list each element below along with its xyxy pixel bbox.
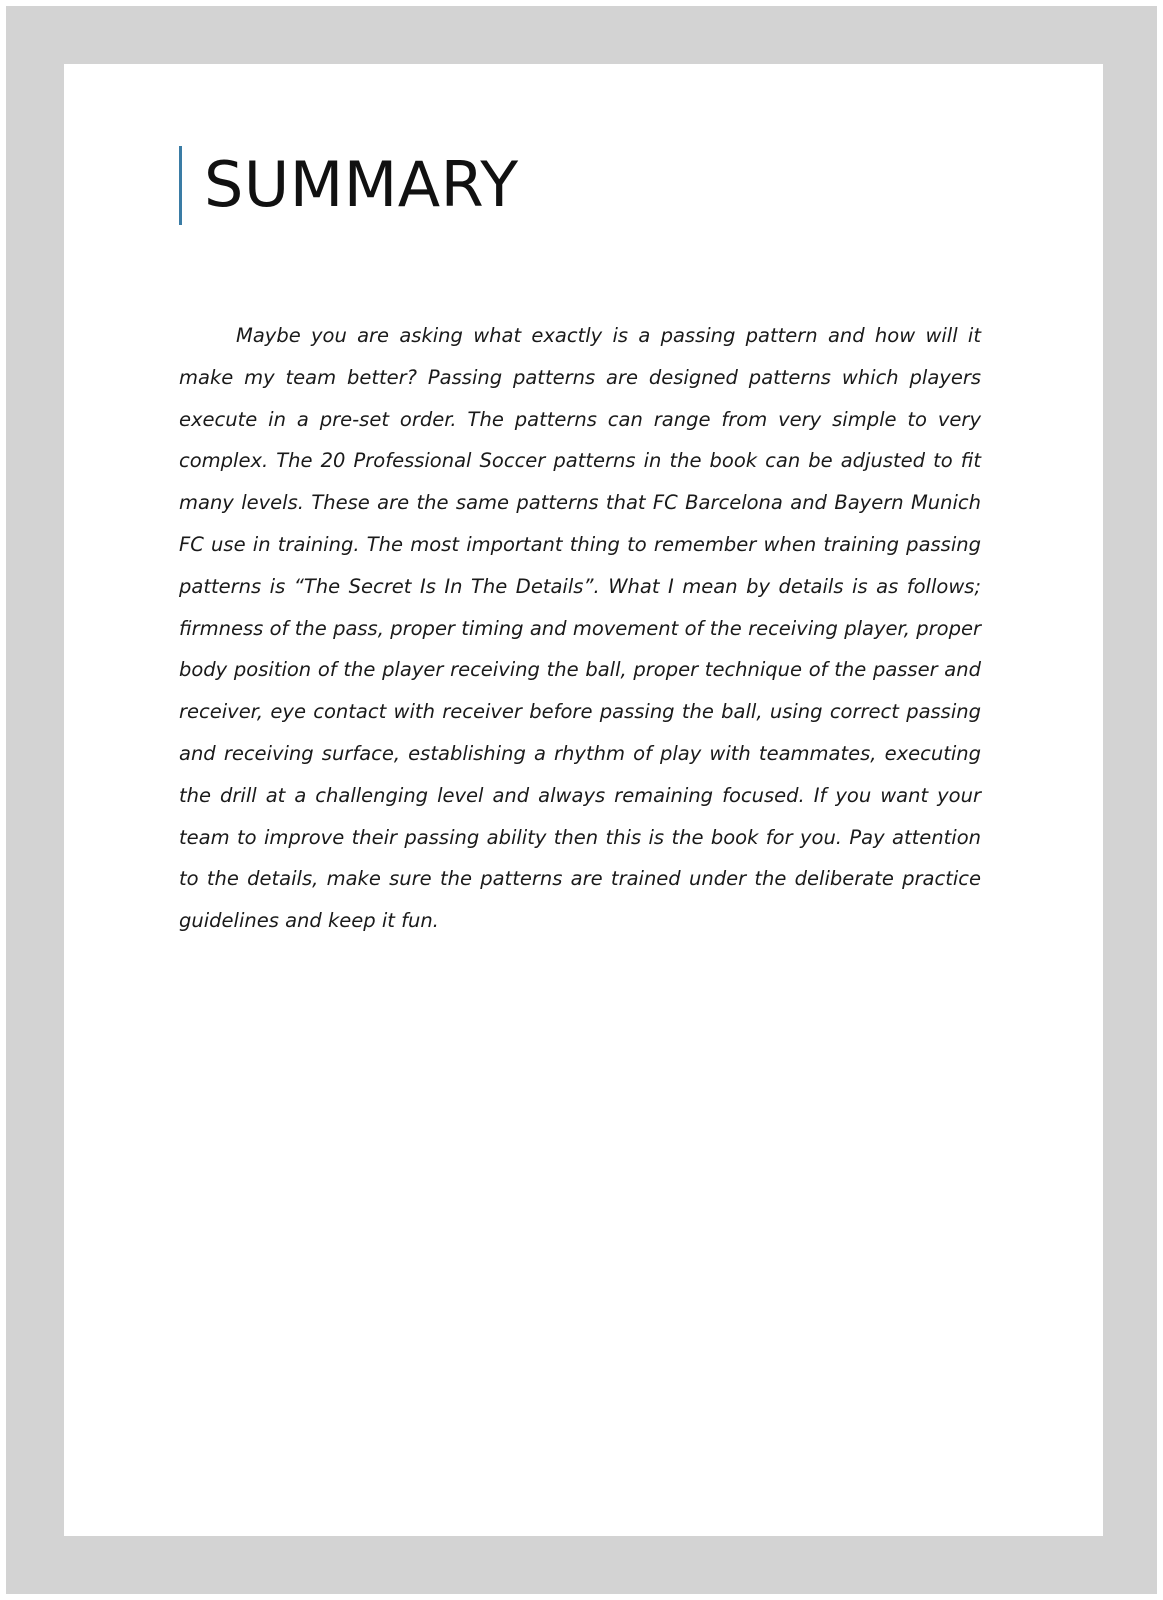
title-accent-bar: [179, 146, 182, 225]
summary-paragraph: Maybe you are asking what exactly is a passing pattern and how will it make my team better? Passing patterns are designed patterns which players execute in a pre-set order. The patterns can range from very simple to very complex. The 20 Professional Soccer patterns in the book can be adjusted to fit many levels. These are the same patterns that FC Barcelona and Bayern Munich FC use in training. The most important thing to remember when training passing patterns is “The Secret Is In The Details”. What I mean by details is as follows; firmness of the pass, proper timing and movement of the receiving player, proper body position of the player receiving the ball, proper technique of the passer and receiver, eye contact with receiver before passing the ball, using correct passing and receiving surface, establishing a rhythm of play with teammates, executing the drill at a challenging level and always remaining focused. If you want your team to improve their passing ability then this is the book for you. Pay attention to the details, make sure the patterns are trained under the deliberate practice guidelines and keep it fun.: [179, 324, 981, 933]
page-title: SUMMARY: [204, 148, 519, 221]
